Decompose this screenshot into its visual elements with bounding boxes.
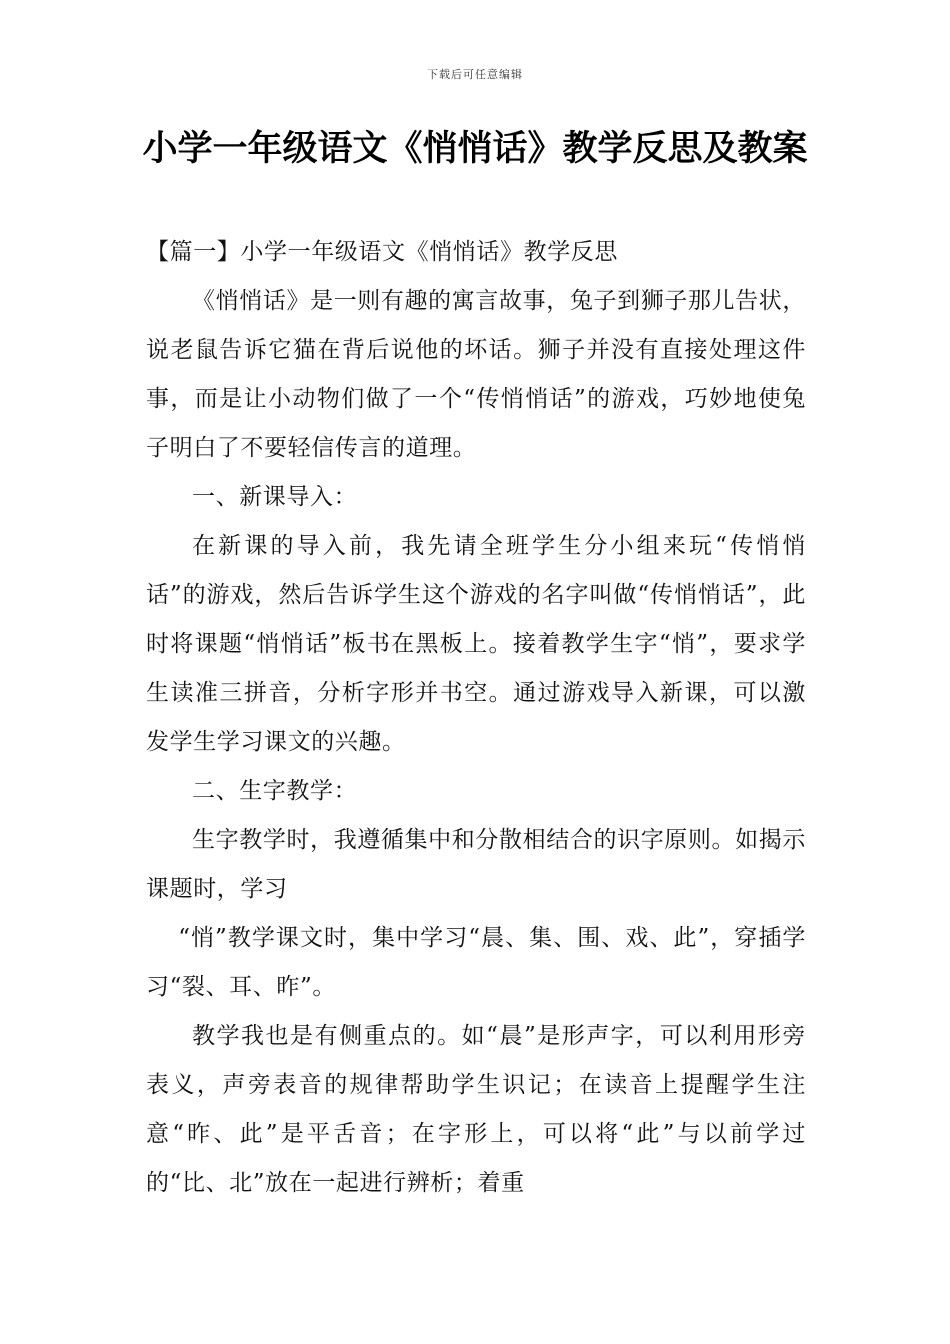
document-body — [146, 228, 806, 1208]
paragraph-intro: 《悄悄话》是一则有趣的寓言故事，兔子到狮子那儿告状，说老鼠告诉它猫在背后说他的坏话。狮子并没有直接处理这件事，而是让小动物们做了一个“传悄悄话”的游戏，巧妙地使兔子明白了不要轻信传言的道理。 — [146, 288, 806, 461]
section-heading: 【篇一】小学一年级语文《悄悄话》教学反思 — [146, 239, 618, 265]
paragraph-character-teaching: 生字教学时，我遵循集中和分散相结合的识字原则。如揭示课题时，学习 — [146, 827, 806, 902]
paragraph-lesson-intro: 在新课的导入前，我先请全班学生分小组来玩“传悄悄话”的游戏，然后告诉学生这个游戏的名字叫做“传悄悄话”，此时将课题“悄悄话”板书在黑板上。接着教学生字“悄”，要求学生读准三拼音，分析字形并书空。通过游戏导入新课，可以激发学生学习课文的兴趣。 — [146, 533, 806, 755]
document-title: 小学一年级语文《悄悄话》教学反思及教案 — [142, 129, 808, 169]
heading-character-teaching: 二、生字教学： — [192, 778, 358, 804]
paragraph-character-list: “悄”教学课文时，集中学习“晨、集、围、戏、此”，穿插学习“裂、耳、昨”。 — [146, 925, 806, 1000]
header-note: 下载后可任意编辑 — [427, 68, 523, 81]
paragraph-focus: 教学我也是有侧重点的。如“晨”是形声字，可以利用形旁表义，声旁表音的规律帮助学生识记；在读音上提醒学生注意“昨、此”是平舌音；在字形上，可以将“此”与以前学过的“比、北”放在一起进行辨析；着重 — [146, 1023, 806, 1196]
heading-new-lesson: 一、新课导入： — [192, 484, 358, 510]
